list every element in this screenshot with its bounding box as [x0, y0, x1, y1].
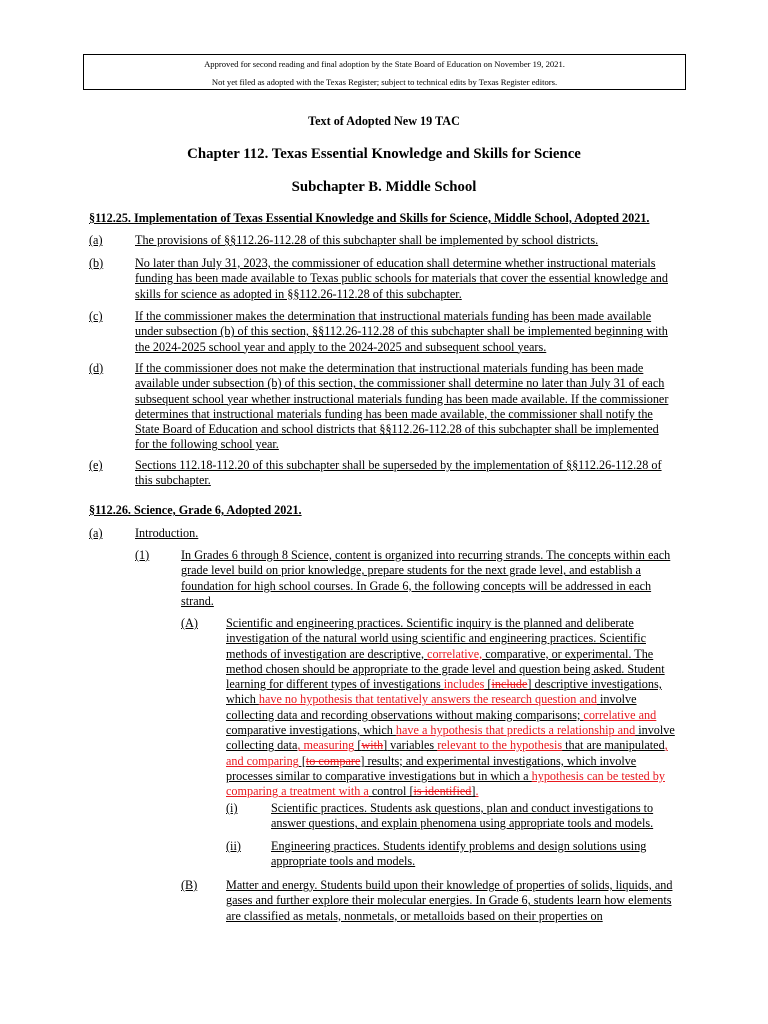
paragraph-1-text: In Grades 6 through 8 Science, content is organized into recurring strands. The concepts within each grade level build on prior knowledge, prepare students for the next grade level, and establish a foundation for high school courses. In Grade 6, the following concepts will be addressed in each strand. [181, 548, 671, 608]
section-112-26-heading: §112.26. Science, Grade 6, Adopted 2021. [89, 503, 302, 517]
insertion: have no hypothesis that tentatively answers the research question and [258, 692, 597, 707]
chapter-heading: Chapter 112. Texas Essential Knowledge and Skills for Science [187, 146, 581, 162]
subsection-d-label: (d) [89, 361, 104, 375]
section-112-25-heading: §112.25. Implementation of Texas Essential Knowledge and Skills for Science, Middle School, Adopted 2021. [89, 211, 650, 225]
subsection-d-text: If the commissioner does not make the determination that instructional materials funding has been made available under subsection (b) of this section, the commissioner shall determine no later than July 31 of each subsequent school year whether instructional materials funding has been made available. If the commissioner determines that instructional materials funding has been made available, the commissioner shall notify the State Board of Education and school districts that §§112.26-112.28 of this subchapter shall be implemented for the following school year. [135, 361, 669, 452]
subchapter-heading: Subchapter B. Middle School [291, 179, 477, 195]
paragraph-A-text: Scientific and engineering practices. Scientific inquiry is the planned and deliberate investigation of the natural world using scientific and engineering practices. Scientific methods of investigation are descriptive, correlative, comparative, or experimental. The method chosen should be appropriate to the grade level and question being asked. Student learning for different types of investigations includes [include] descriptive investigations, which have no hypothesis that tentatively answers the research question and involve collecting data and recording observations without making comparisons; correlative and comparative investigations, which have a hypothesis that predicts a relationship and involve collecting data, measuring [with] variables relevant to the hypothesis that are manipulated, and comparing [to compare] results; and experimental investigations, which involve processes similar to comparative investigations but in which a hypothesis can be tested by comparing a treatment with a control [is identified]. [226, 616, 675, 799]
deletion: include [491, 677, 528, 692]
introduction-text: Introduction. [135, 526, 199, 540]
subsection-a-label: (a) [89, 233, 103, 247]
subsection-b-label: (b) [89, 256, 104, 270]
insertion: hypothesis can be tested by comparing a treatment with a [226, 768, 665, 799]
paragraph-B-text: Matter and energy. Students build upon their knowledge of properties of solids, liquids, and gases and further explore their molecular energies. In Grade 6, students learn how elements are classified as metals, nonmetals, or metalloids based on their properties on [226, 878, 673, 923]
insertion: relevant to the hypothesis [437, 738, 563, 753]
insertion: , and comparing [226, 738, 668, 768]
paragraph-i-label: (i) [226, 801, 238, 815]
insertion: have a hypothesis that predicts a relationship and [395, 723, 636, 738]
deletion: to compare [305, 753, 361, 768]
insertion: , measuring [297, 738, 355, 753]
subsection-e-label: (e) [89, 458, 103, 472]
deletion: is identified [413, 784, 472, 799]
notice-line-2: Not yet filed as adopted with the Texas Register; subject to technical edits by Texas Register editors. [211, 77, 558, 87]
paragraph-B-label: (B) [181, 878, 198, 892]
insertion: correlative and [583, 707, 657, 722]
paragraph-i-text: Scientific practices. Students ask questions, plan and conduct investigations to answer questions, and explain phenomena using appropriate tools and models. [271, 801, 654, 831]
insertion: includes [443, 677, 485, 692]
insertion: . [475, 784, 479, 799]
adoption-notice-box [83, 54, 686, 90]
subsection-c-label: (c) [89, 309, 103, 323]
subsection-c-text: If the commissioner makes the determination that instructional materials funding has been made available under subsection (b) of this section, §§112.26-112.28 of this subchapter shall be implemented beginning with the 2024-2025 school year and apply to the 2024-2025 and subsequent school years. [135, 309, 668, 354]
deletion: with [361, 738, 384, 753]
subsection-b-text: No later than July 31, 2023, the commissioner of education shall determine whether instructional materials funding has been made available to Texas public schools for materials that cover the essential knowledge and skills for science as adopted in §§112.26-112.28 of this subchapter. [135, 256, 668, 301]
insertion: correlative, [427, 646, 483, 661]
subsection-e-text: Sections 112.18-112.20 of this subchapter shall be superseded by the implementation of §§112.26-112.28 of this subchapter. [135, 458, 662, 488]
text-of-heading: Text of Adopted New 19 TAC [308, 114, 460, 128]
paragraph-A-label: (A) [181, 616, 198, 630]
subsection-a-text: The provisions of §§112.26-112.28 of this subchapter shall be implemented by school districts. [135, 233, 599, 247]
introduction-label: (a) [89, 526, 103, 540]
paragraph-ii-label: (ii) [226, 839, 241, 853]
paragraph-1-label: (1) [135, 548, 150, 562]
paragraph-ii-text: Engineering practices. Students identify problems and design solutions using appropriate tools and models. [271, 839, 647, 869]
notice-line-1: Approved for second reading and final adoption by the State Board of Education on November 19, 2021. [204, 59, 565, 69]
